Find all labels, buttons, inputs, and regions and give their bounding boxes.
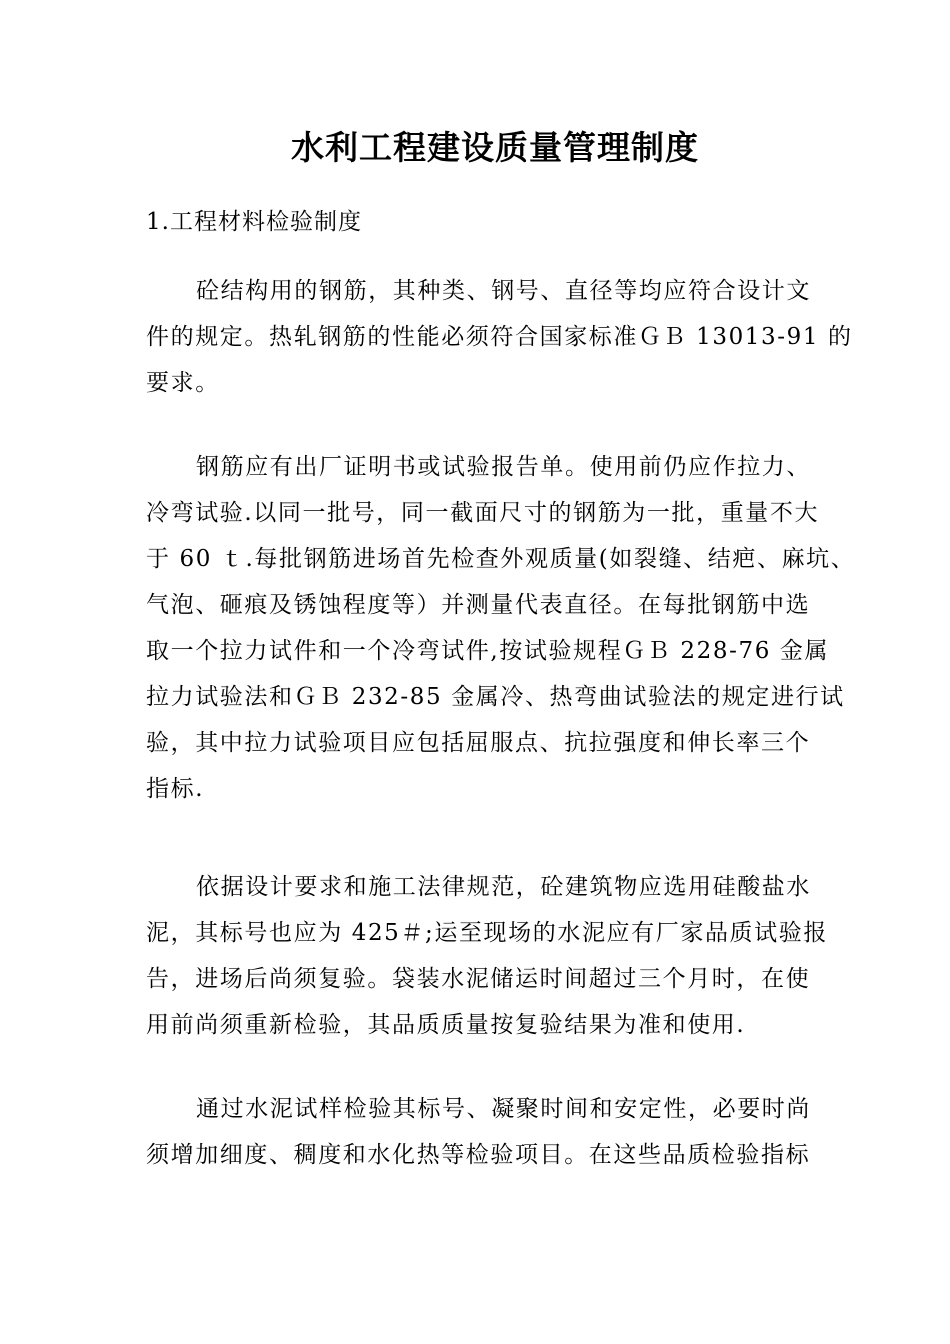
paragraph-line: 砼结构用的钢筋，其种类、钢号、直径等均应符合设计文	[196, 278, 811, 304]
paragraph-line: 通过水泥试样检验其标号、凝聚时间和安定性，必要时尚	[196, 1096, 811, 1122]
document-title: 水利工程建设质量管理制度	[291, 128, 699, 167]
paragraph-line: 用前尚须重新检验，其品质质量按复验结果为准和使用.	[146, 1012, 746, 1038]
paragraph-cement-testing	[146, 1086, 866, 1178]
paragraph-line: 泥，其标号也应为 425＃;运至现场的水泥应有厂家品质试验报	[146, 920, 828, 946]
paragraph-line: 于 60 ｔ.每批钢筋进场首先检查外观质量(如裂缝、结疤、麻坑、	[146, 546, 856, 572]
paragraph-line: 须增加细度、稠度和水化热等检验项目。在这些品质检验指标	[146, 1142, 811, 1168]
paragraph-line: 取一个拉力试件和一个冷弯试件,按试验规程ＧＢ 228-76 金属	[146, 638, 830, 664]
paragraph-cement-requirements	[146, 864, 866, 1048]
paragraph-line: 冷弯试验.以同一批号，同一截面尺寸的钢筋为一批，重量不大	[146, 500, 820, 526]
paragraph-line: 气泡、砸痕及锈蚀程度等）并测量代表直径。在每批钢筋中选	[146, 592, 811, 618]
paragraph-line: 告，进场后尚须复验。袋装水泥储运时间超过三个月时，在使	[146, 966, 811, 992]
paragraph-line: 件的规定。热轧钢筋的性能必须符合国家标准ＧＢ 13013-91 的	[146, 324, 853, 350]
section-heading: 1.工程材料检验制度	[146, 209, 362, 235]
paragraph-line: 要求。	[146, 370, 220, 396]
paragraph-steel-testing	[146, 444, 866, 812]
paragraph-line: 验，其中拉力试验项目应包括屈服点、抗拉强度和伸长率三个	[146, 730, 811, 756]
paragraph-line: 钢筋应有出厂证明书或试验报告单。使用前仍应作拉力、	[196, 454, 811, 480]
paragraph-line: 指标.	[146, 776, 205, 802]
paragraph-steel-specification	[146, 268, 866, 406]
paragraph-line: 依据设计要求和施工法律规范，砼建筑物应选用硅酸盐水	[196, 874, 811, 900]
paragraph-line: 拉力试验法和ＧＢ 232-85 金属冷、热弯曲试验法的规定进行试	[146, 684, 845, 710]
